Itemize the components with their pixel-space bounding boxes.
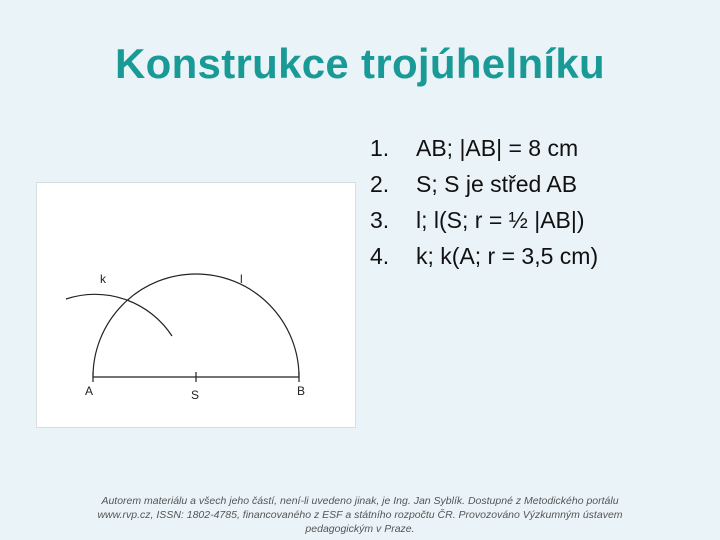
step-number: 1. [370,135,390,161]
step-text: l; l(S; r = ½ |AB|) [416,207,585,233]
circle-l-arc [93,274,299,377]
footer-line: pedagogickým v Praze. [305,523,415,535]
label-a: A [85,384,94,398]
slide-title: Konstrukce trojúhelníku [115,40,605,87]
construction-steps [370,130,598,274]
footer-line: www.rvp.cz, ISSN: 1802-4785, financovaného z ESF a státního rozpočtu ČR. Provozováno Výzkumným ústavem [97,509,623,521]
label-s: S [191,388,200,402]
construction-drawing [37,183,355,427]
step-number: 2. [370,171,390,197]
step-item [370,202,598,238]
footer-line: Autorem materiálu a všech jeho částí, není-li uvedeno jinak, je Ing. Jan Syblík. Dostupné z Metodického portálu [101,495,619,507]
step-item [370,238,598,274]
label-l: l [240,272,243,286]
construction-figure [36,182,356,428]
step-item [370,130,598,166]
footer-credits [40,494,680,536]
label-k: k [100,272,106,286]
circle-k-arc [66,294,172,336]
step-text: k; k(A; r = 3,5 cm) [416,243,599,269]
label-b: B [297,384,306,398]
step-text: S; S je střed AB [416,171,578,197]
step-item [370,166,598,202]
step-text: AB; |AB| = 8 cm [416,135,579,161]
step-number: 4. [370,243,390,269]
step-number: 3. [370,207,390,233]
